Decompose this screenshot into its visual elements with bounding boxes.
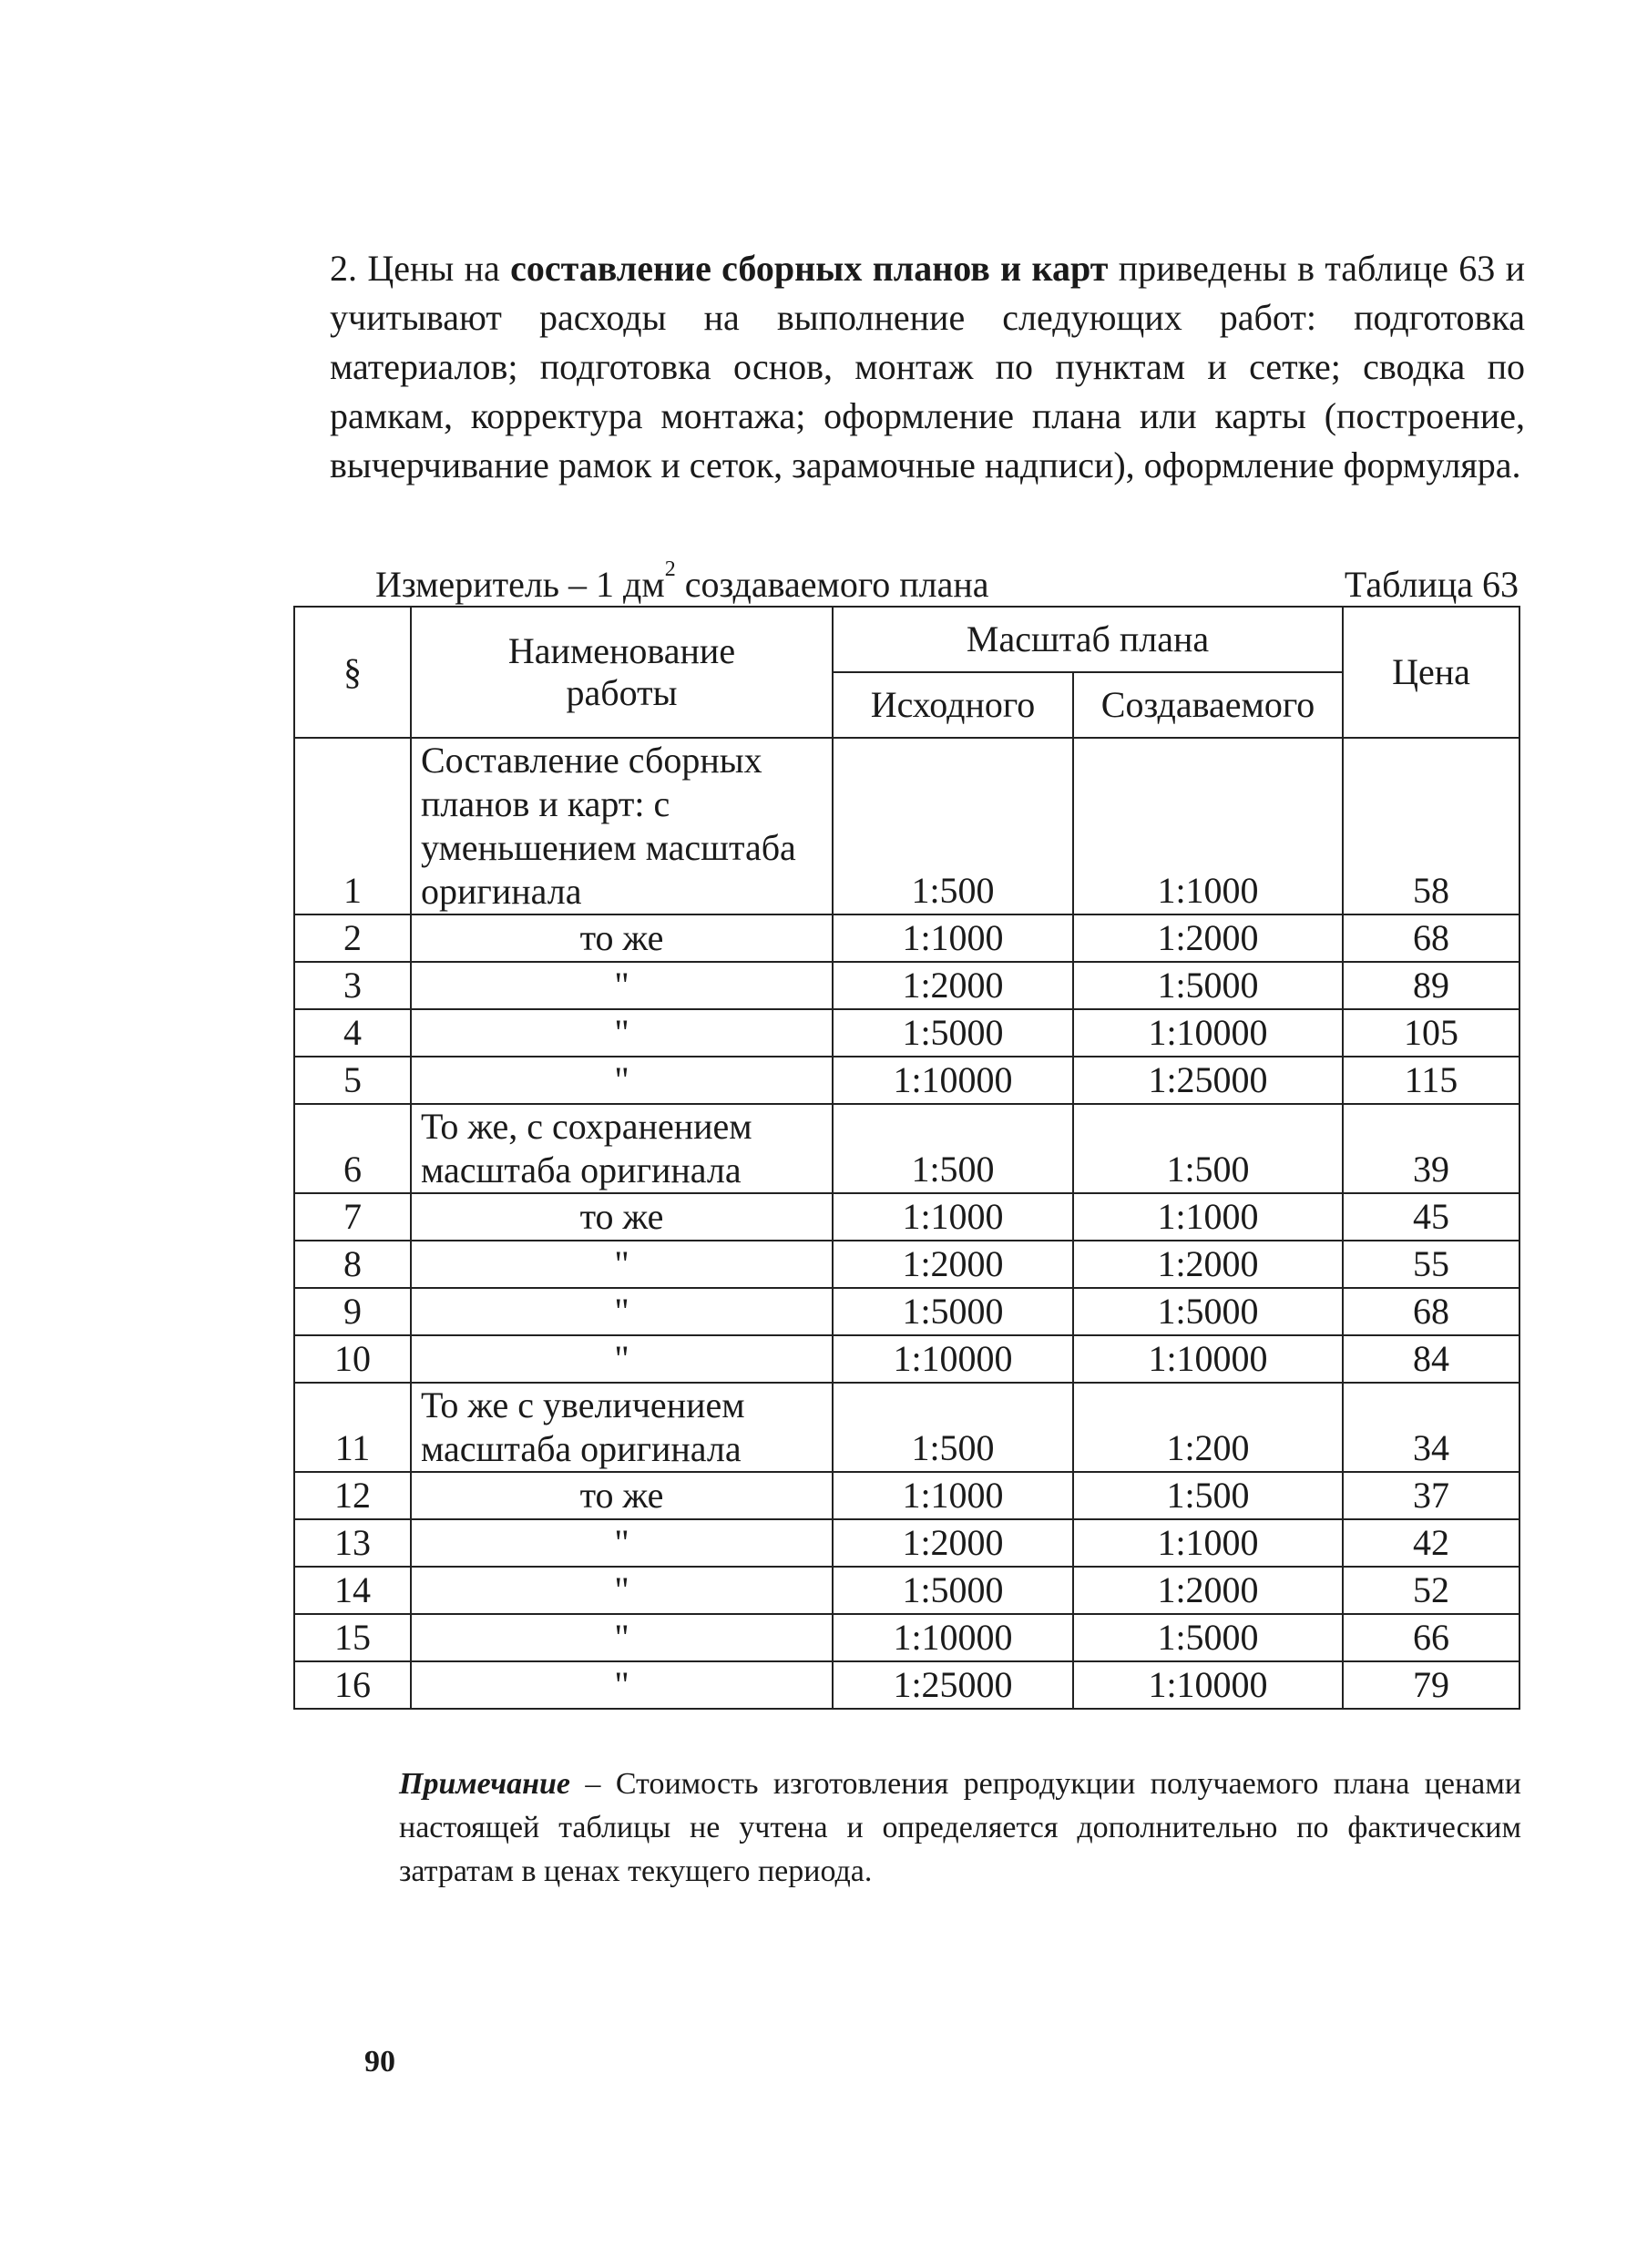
table-row (294, 1335, 1519, 1383)
cell-created: 1:1000 (1073, 1519, 1343, 1567)
cell-name: " (411, 1057, 833, 1104)
table-number: Таблица 63 (1344, 564, 1519, 605)
note-text: – Стоимость изготовления репродукции получаемого плана ценами настоящей таблицы не учтена и определяется дополнительно по фактическим затратам в ценах текущего периода. (399, 1767, 1521, 1888)
cell-source: 1:2000 (833, 1241, 1073, 1288)
cell-name: то же (411, 914, 833, 962)
header-name-line1: Наименование (507, 630, 736, 671)
cell-source: 1:2000 (833, 962, 1073, 1009)
cell-section: 14 (294, 1567, 411, 1614)
cell-price: 89 (1343, 962, 1519, 1009)
table-row (294, 1661, 1519, 1709)
cell-name: " (411, 1335, 833, 1383)
cell-name: " (411, 1009, 833, 1057)
cell-created: 1:1000 (1073, 1193, 1343, 1241)
table-row (294, 1288, 1519, 1335)
cell-source: 1:5000 (833, 1288, 1073, 1335)
cell-name: То же, с сохранением масштаба оригинала (411, 1104, 833, 1193)
cell-section: 16 (294, 1661, 411, 1709)
cell-name: " (411, 1241, 833, 1288)
cell-price: 115 (1343, 1057, 1519, 1104)
cell-price: 66 (1343, 1614, 1519, 1661)
cell-name: " (411, 1661, 833, 1709)
measure-prefix: Измеритель – 1 дм (375, 564, 665, 605)
cell-name: " (411, 1567, 833, 1614)
cell-source: 1:10000 (833, 1614, 1073, 1661)
cell-source: 1:1000 (833, 914, 1073, 962)
cell-section: 9 (294, 1288, 411, 1335)
cell-source: 1:2000 (833, 1519, 1073, 1567)
cell-price: 34 (1343, 1383, 1519, 1472)
cell-section: 1 (294, 738, 411, 914)
cell-source: 1:10000 (833, 1335, 1073, 1383)
cell-price: 68 (1343, 1288, 1519, 1335)
cell-created: 1:10000 (1073, 1009, 1343, 1057)
cell-section: 11 (294, 1383, 411, 1472)
header-price: Цена (1343, 607, 1519, 738)
cell-created: 1:1000 (1073, 738, 1343, 914)
table-row (294, 962, 1519, 1009)
cell-created: 1:2000 (1073, 914, 1343, 962)
cell-section: 7 (294, 1193, 411, 1241)
cell-name: То же с увеличением масштаба оригинала (411, 1383, 833, 1472)
cell-section: 10 (294, 1335, 411, 1383)
measure-suffix: создаваемого плана (675, 564, 989, 605)
cell-section: 3 (294, 962, 411, 1009)
paragraph-bold: составление сборных планов и карт (510, 248, 1109, 289)
cell-price: 58 (1343, 738, 1519, 914)
price-table (293, 606, 1520, 1710)
table-row (294, 1567, 1519, 1614)
table-body (294, 738, 1519, 1709)
table-row (294, 1383, 1519, 1472)
cell-source: 1:10000 (833, 1057, 1073, 1104)
table-row (294, 1472, 1519, 1519)
cell-created: 1:500 (1073, 1104, 1343, 1193)
cell-name: " (411, 1614, 833, 1661)
cell-source: 1:500 (833, 1104, 1073, 1193)
cell-name: то же (411, 1193, 833, 1241)
measure-sup: 2 (664, 557, 676, 581)
cell-source: 1:500 (833, 1383, 1073, 1472)
cell-created: 1:200 (1073, 1383, 1343, 1472)
cell-section: 15 (294, 1614, 411, 1661)
table-caption (293, 557, 1519, 608)
page-number: 90 (364, 2045, 395, 2079)
table-row (294, 1057, 1519, 1104)
table-row (294, 738, 1519, 914)
table-row (294, 1241, 1519, 1288)
cell-created: 1:10000 (1073, 1661, 1343, 1709)
cell-section: 12 (294, 1472, 411, 1519)
header-name (411, 607, 833, 738)
cell-price: 55 (1343, 1241, 1519, 1288)
cell-price: 37 (1343, 1472, 1519, 1519)
cell-price: 105 (1343, 1009, 1519, 1057)
table-row (294, 1009, 1519, 1057)
cell-price: 68 (1343, 914, 1519, 962)
table-row (294, 1519, 1519, 1567)
cell-price: 84 (1343, 1335, 1519, 1383)
cell-section: 5 (294, 1057, 411, 1104)
cell-name: " (411, 962, 833, 1009)
table-row (294, 1104, 1519, 1193)
cell-created: 1:5000 (1073, 1288, 1343, 1335)
cell-name: " (411, 1519, 833, 1567)
paragraph-number: 2. (330, 248, 357, 289)
intro-paragraph (330, 244, 1525, 490)
header-source: Исходного (833, 672, 1073, 738)
cell-created: 1:2000 (1073, 1567, 1343, 1614)
header-section: § (294, 607, 411, 738)
cell-created: 1:5000 (1073, 1614, 1343, 1661)
cell-source: 1:25000 (833, 1661, 1073, 1709)
cell-price: 79 (1343, 1661, 1519, 1709)
cell-price: 45 (1343, 1193, 1519, 1241)
table-row (294, 1193, 1519, 1241)
cell-section: 2 (294, 914, 411, 962)
cell-price: 42 (1343, 1519, 1519, 1567)
table-row (294, 914, 1519, 962)
header-created: Создаваемого (1073, 672, 1343, 738)
cell-source: 1:1000 (833, 1193, 1073, 1241)
cell-source: 1:5000 (833, 1009, 1073, 1057)
cell-created: 1:10000 (1073, 1335, 1343, 1383)
cell-name: Составление сборных планов и карт: с уменьшением масштаба оригинала (411, 738, 833, 914)
cell-section: 13 (294, 1519, 411, 1567)
paragraph-text-a: Цены на (357, 248, 511, 289)
cell-name: " (411, 1288, 833, 1335)
cell-source: 1:1000 (833, 1472, 1073, 1519)
table-row (294, 1614, 1519, 1661)
header-name-line2: работы (566, 672, 678, 713)
cell-source: 1:5000 (833, 1567, 1073, 1614)
cell-name: то же (411, 1472, 833, 1519)
cell-created: 1:5000 (1073, 962, 1343, 1009)
measure-unit (375, 557, 989, 606)
header-scale: Масштаб плана (833, 607, 1343, 672)
cell-price: 39 (1343, 1104, 1519, 1193)
cell-section: 4 (294, 1009, 411, 1057)
cell-source: 1:500 (833, 738, 1073, 914)
paragraph-text-b: приведены в таблице 63 и учитывают расходы на выполнение следующих работ: подготовка материалов; подготовка основ, монтаж по пунктам и сетке; сводка по рамкам, корректура монтажа; оформление плана или карты (построение, вычерчивание рамок и сеток, зарамочные надписи), оформление формуляра. (330, 248, 1525, 485)
cell-created: 1:2000 (1073, 1241, 1343, 1288)
note-lead: Примечание (399, 1767, 571, 1801)
cell-created: 1:500 (1073, 1472, 1343, 1519)
cell-price: 52 (1343, 1567, 1519, 1614)
cell-section: 8 (294, 1241, 411, 1288)
cell-created: 1:25000 (1073, 1057, 1343, 1104)
cell-section: 6 (294, 1104, 411, 1193)
note (399, 1762, 1521, 1894)
